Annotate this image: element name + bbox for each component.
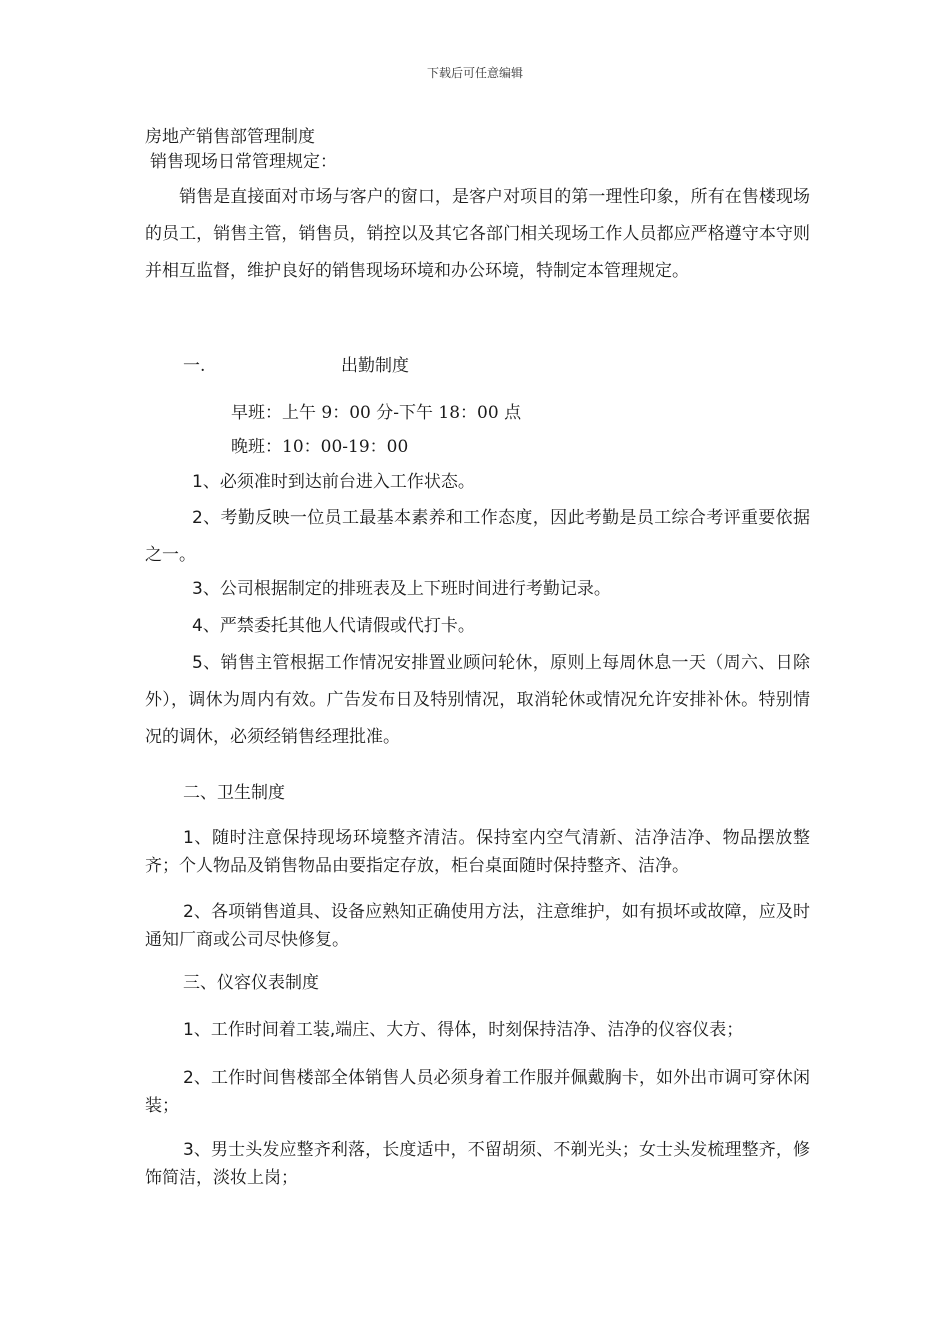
header-note: 下载后可任意编辑 (426, 66, 523, 80)
appearance-item-2: 2、工作时间售楼部全体销售人员必须身着工作服并佩戴胸卡，如外出市调可穿休闲装； (145, 1068, 810, 1116)
attendance-item-2: 2、考勤反映一位员工最基本素养和工作态度，因此考勤是员工综合考评重要依据之一。 (145, 508, 810, 565)
hygiene-item-1: 1、随时注意保持现场环境整齐清洁。保持室内空气清新、洁净洁净、物品摆放整齐；个人物品及销售物品由要指定存放，柜台桌面随时保持整齐、洁净。 (145, 828, 810, 876)
section-1-title: 出勤制度 (341, 356, 409, 376)
intro-paragraph: 销售是直接面对市场与客户的窗口，是客户对项目的第一理性印象，所有在售楼现场的员工，销售主管，销售员，销控以及其它各部门相关现场工作人员都应严格遵守本守则并相互监督，维护良好的销售现场环境和办公环境，特制定本管理规定。 (145, 187, 810, 281)
section-2-title: 二、卫生制度 (183, 783, 285, 803)
section-3-title: 三、仪容仪表制度 (183, 973, 319, 993)
hygiene-item-2: 2、各项销售道具、设备应熟知正确使用方法，注意维护，如有损坏或故障，应及时通知厂商或公司尽快修复。 (145, 902, 810, 950)
appearance-item-1: 1、工作时间着工装,端庄、大方、得体，时刻保持洁净、洁净的仪容仪表； (183, 1020, 744, 1040)
shift-evening: 晚班：10：00-19：00 (231, 437, 409, 457)
document-subtitle: 销售现场日常管理规定： (150, 152, 337, 172)
document-title: 房地产销售部管理制度 (145, 127, 315, 147)
appearance-item-3: 3、男士头发应整齐利落，长度适中，不留胡须、不剃光头；女士头发梳理整齐，修饰简洁，淡妆上岗； (145, 1140, 810, 1188)
attendance-item-4: 4、严禁委托其他人代请假或代打卡。 (192, 616, 475, 636)
section-1-number: 一. (183, 356, 206, 376)
shift-morning: 早班：上午 9：00 分-下午 18：00 点 (231, 403, 522, 423)
attendance-item-3: 3、公司根据制定的排班表及上下班时间进行考勤记录。 (192, 579, 611, 599)
attendance-item-5: 5、销售主管根据工作情况安排置业顾问轮休，原则上每周休息一天（周六、日除外），调休为周内有效。广告发布日及特别情况，取消轮休或情况允许安排补休。特别情况的调休，必须经销售经理批准。 (145, 653, 810, 747)
attendance-item-1: 1、必须准时到达前台进入工作状态。 (192, 472, 475, 492)
